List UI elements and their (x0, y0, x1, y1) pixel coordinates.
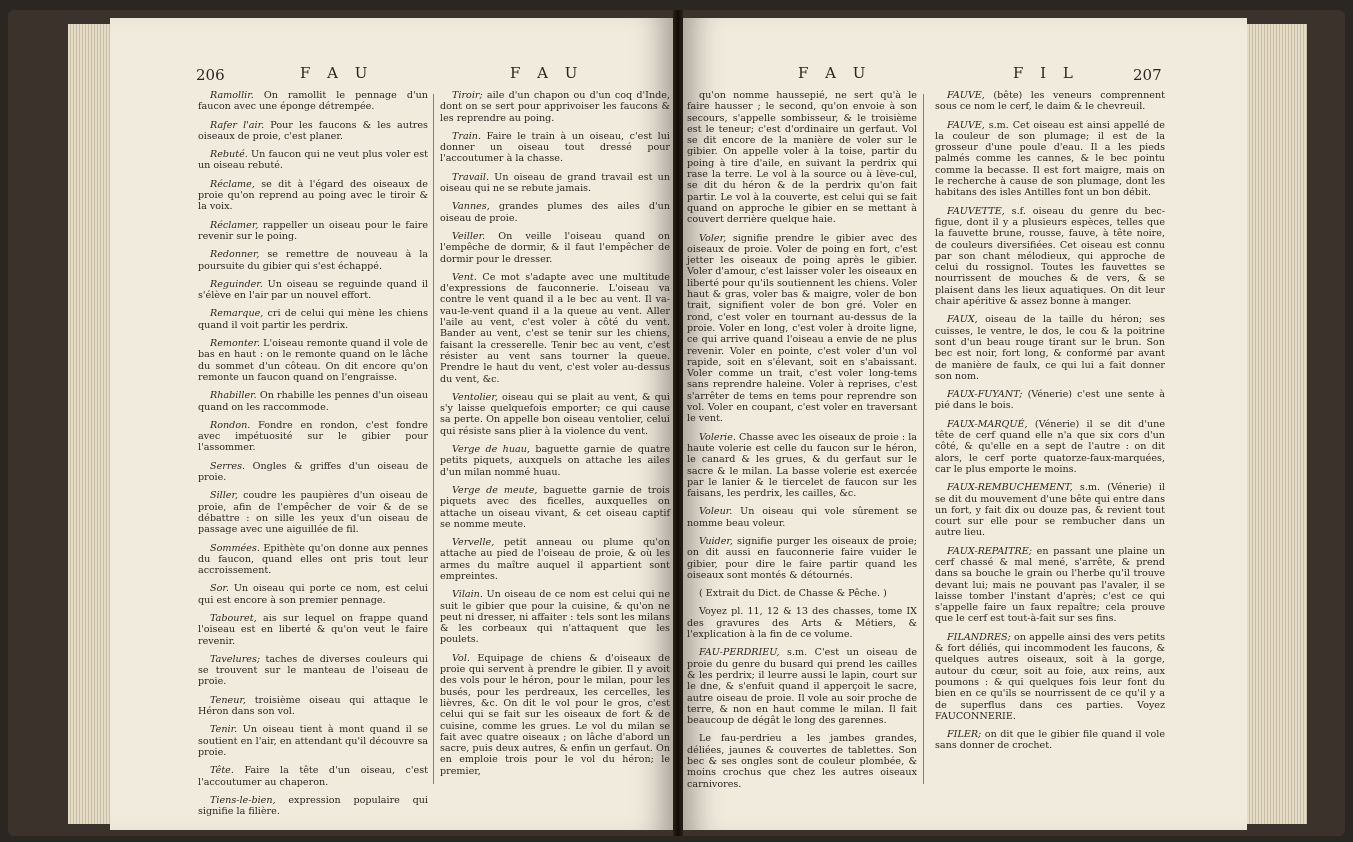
entry-term: Tabouret, (210, 612, 257, 624)
dictionary-entry (198, 390, 428, 413)
dictionary-entry (198, 420, 428, 454)
dictionary-entry (687, 536, 917, 581)
dictionary-entry (198, 613, 428, 647)
dictionary-entry (198, 583, 428, 606)
dictionary-entry (198, 461, 428, 484)
dictionary-entry (935, 482, 1165, 538)
entry-text: cri de celui qui mène les chiens quand il voit partir les perdrix. (198, 308, 428, 331)
entry-text: on appelle ainsi des vers petits & fort déliés, qui incommodent les faucons, & quelques autres oiseaux, soit à la gorge, autour du cœur, soit au foie, aux reins, aux poumons : & qui quelques fois leur font du bien en ce qu'ils se nourrissent de ce qu'il y a de superflus dans ces parties. Voyez FAUCONNERIE. (935, 631, 1165, 722)
entry-text: coudre les paupières d'un oiseau de proie, afin de l'empêcher de voir & de se débattre : on sille les yeux d'un oiseau de passage avec une aiguillée de fil. (198, 490, 428, 536)
running-head-right-col2: F I L (1013, 64, 1079, 82)
dictionary-entry (935, 419, 1165, 475)
dictionary-entry (687, 432, 917, 500)
entry-text: On ramollit le pennage d'un faucon avec une éponge détrempée. (198, 90, 428, 113)
entry-text: signifie prendre le gibier avec des oiseaux de proie. Voler de poing en fort, c'est jetter les oiseaux de poing après le gibier. Voler d'amour, c'est laisser voler les oiseaux en liberté pour qu'ils soutiennent les chiens. Voler haut & gras, voler bas & maigre, voler de bon trait, signifient voler de bon gré. Voler en rond, c'est voler en tournant au-dessus de la proie. Voler en long, c'est voler à droite ligne, ce qui arrive quand l'oiseau a envie de ne plus revenir. Voler en pointe, c'est voler d'un vol rapide, soit en s'élevant, soit en s'abaissant. Voler comme un trait, c'est voler long-tems sans reprendre haleine. Voler à reprises, c'est s'arrêter de tems en tems pour reprendre son vol. Voler en coupant, c'est voler en traversant le vent. (687, 232, 917, 425)
entry-text: troisième oiseau qui attaque le Héron dans son vol. (198, 694, 428, 718)
left-page-column-1 (198, 90, 428, 824)
entry-text: Un oiseau de ce nom est celui qui ne suit le gibier que pour la cuisine, & qu'on ne peut ni dresser, ni affaiter : tels sont les milans & les corbeaux qui n'attaquent que les poulets. (440, 589, 670, 646)
running-head-left-col2: F A U (510, 64, 584, 82)
page-number-right: 207 (1133, 66, 1162, 84)
entry-term: FAUX-MARQUÉ, (947, 418, 1028, 430)
entry-term: Verge de meute, (452, 484, 538, 496)
entry-term: Vannes, (452, 201, 490, 213)
entry-text: on dit que le gibier file quand il vole sans donner de crochet. (935, 729, 1165, 752)
entry-term: Rafer l'air. (210, 119, 265, 131)
dictionary-entry (935, 314, 1165, 382)
open-book (8, 10, 1345, 836)
dictionary-entry (198, 543, 428, 577)
entry-text: Un oiseau de grand travail est un oiseau qui ne se rebute jamais. (440, 171, 670, 195)
dictionary-entry (440, 272, 670, 385)
entry-term: Réclame, (210, 178, 255, 190)
entry-text: rappeller un oiseau pour le faire revenir sur le poing. (198, 219, 428, 242)
entry-term: Sor. (210, 583, 229, 595)
dictionary-entry (440, 392, 670, 437)
entry-text: On veille l'oiseau quand on l'empêche de dormir, & il faut l'empêcher de dormir pour le dresser. (440, 230, 670, 265)
entry-term: FAUVE, (947, 119, 985, 131)
entry-term: FILANDRES; (947, 631, 1011, 643)
entry-text: Epithète qu'on donne aux pennes du faucon, quand elles ont pris tout leur accroissement. (198, 542, 428, 577)
entry-term: Serres. (210, 460, 246, 472)
entry-text: ( Extrait du Dict. de Chasse & Pêche. ) (699, 588, 887, 600)
entry-text: Un oiseau se reguinde quand il s'élève en l'air par un nouvel effort. (198, 278, 428, 302)
dictionary-entry (687, 647, 917, 726)
dictionary-entry (198, 249, 428, 272)
entry-text: qu'on nomme haussepié, ne sert qu'à le faire hausser ; le second, qu'on envoie à son secours, s'appelle sombisseur, & le troisième est le teneur; c'est d'ordinaire un gerfaut. Vol se dit encore de la manière de voler sur le gibier. On appelle voler à la toise, partir du poing à tire d'aile, en suivant la perdrix qui rase la terre. Le vol à la source ou à lève-cul, se dit du héron & de la perdrix qu'on fait partir. Le vol à la couverte, est celui qui se fait quand on approche le gibier en se mettant à couvert derrière quelque haie. (687, 90, 917, 226)
entry-text: petit anneau ou plume qu'on attache au pied de l'oiseau de proie, & où les armes du maître auquel il appartient sont empreintes. (440, 537, 670, 582)
entry-text: ais sur lequel on frappe quand l'oiseau est en liberté & qu'on veut le faire revenir. (198, 612, 428, 647)
dictionary-entry (198, 308, 428, 331)
entry-term: Remonter. (210, 338, 261, 350)
entry-term: Ventolier, (452, 391, 498, 403)
dictionary-entry (198, 765, 428, 788)
entry-term: Vuider, (699, 535, 733, 547)
entry-text: Faire le train à un oiseau, c'est lui donner un oiseau tout dressé pour l'accoutumer à la chasse. (440, 130, 670, 165)
entry-term: Rebuté. (210, 149, 248, 161)
entry-term: FAUVETTE, (947, 205, 1005, 217)
dictionary-entry (440, 172, 670, 195)
entry-text: signifie purger les oiseaux de proie; on dit aussi en fauconnerie faire vuider le gibier, pour dire le faire partir quand les oiseaux sont montés & détournés. (687, 535, 917, 581)
entry-term: Veiller. (452, 230, 486, 242)
entry-term: Tiroir; (452, 90, 483, 101)
entry-term: FAUX-REMBUCHEMENT, (947, 482, 1073, 494)
dictionary-entry (198, 724, 428, 758)
dictionary-entry (935, 120, 1165, 199)
entry-term: Teneur, (210, 694, 246, 706)
entry-term: Tiens-le-bien, (210, 794, 276, 806)
entry-term: Vilain. (452, 589, 483, 601)
entry-text: se dit à l'égard des oiseaux de proie qu'on reprend au poing avec le tiroir & la voix. (198, 178, 428, 213)
entry-term: FAUX-REPAITRE; (947, 545, 1032, 557)
entry-term: Redonner, (210, 249, 260, 261)
entry-text: baguette garnie de trois piquets avec des ficelles, auxquelles on attache un oiseau vivant, & cet oiseau captif se nomme meute. (440, 484, 670, 530)
page-number-left: 206 (196, 66, 225, 84)
entry-term: Tenir. (210, 724, 238, 736)
entry-text: oiseau qui se plait au vent, & qui s'y laisse quelquefois emporter; ce qui cause sa perte. On appelle bon oiseau ventolier, celui qui résiste sans plier à la violence du vent. (440, 391, 670, 437)
entry-term: FAU-PERDRIEU, (699, 647, 780, 659)
entry-text: s.m. (Vénerie) il se dit du mouvement d'une bête qui entre dans un fort, y fait dix ou douze pas, & revient tout court sur elle pour se rembucher dans un autre lieu. (935, 482, 1165, 539)
entry-text: Fondre en rondon, c'est fondre avec impétuosité sur le gibier pour l'assommer. (198, 419, 428, 454)
entry-text: , oiseau de la taille du héron; ses cuisses, le ventre, le dos, le cou & la poitrine sont d'un beau rouge tirant sur le brun. Son bec est noir, fort long, & conformé par avant de manière de faulx, ce qui lui a fait donner son nom. (935, 314, 1165, 382)
entry-text: (Vénerie) il se dit d'une tête de cerf quand elle n'a que six cors d'un côté, & qu'elle en a sept de l'autre : on dit alors, le cerf porte quatorze-faux-marquées, car le plus emporte le moins. (935, 418, 1165, 475)
entry-term: FILER; (947, 729, 982, 741)
dictionary-entry (687, 606, 917, 640)
entry-text: expression populaire qui signifie la filière. (198, 794, 428, 818)
dictionary-entry (935, 546, 1165, 625)
right-page-column-2 (935, 90, 1165, 759)
entry-term: Rhabiller. (210, 390, 257, 402)
entry-term: Ramollir. (210, 90, 254, 101)
entry-term: Voleur. (699, 506, 733, 518)
entry-text: Un oiseau qui vole sûrement se nomme beau voleur. (687, 506, 917, 529)
dictionary-entry (198, 279, 428, 302)
entry-text: s.m. C'est un oiseau de proie du genre du busard qui prend les cailles & les perdrix; il leurre aussi le lapin, court sur le dne, & s'enfuit quand il apperçoit le sacre, autre oiseau de proie. Il vole au soir proche de terre, & non en haut comme le milan. Il fait beaucoup de dégât le long des garennes. (687, 647, 917, 727)
entry-term: FAUVE, (947, 90, 985, 101)
dictionary-entry (440, 231, 670, 265)
dictionary-entry (440, 589, 670, 645)
entry-text: Le fau-perdrieu a les jambes grandes, déliées, jaunes & couvertes de tablettes. Son bec & ses ongles sont de couleur plombée, & moins crochus que chez les autres oiseaux carnivores. (687, 733, 917, 790)
dictionary-entry (687, 506, 917, 529)
entry-text: aile d'un chapon ou d'un coq d'Inde, dont on se sert pour apprivoiser les faucons & les reprendre au poing. (440, 90, 670, 124)
entry-text: en passant une plaine un cerf chassé & mal mené, s'arrête, & prend dans sa bouche le grain ou l'herbe qu'il trouve devant lui; mais ne pouvant pas l'avaler, il se laisse tomber l'instant d'après; c'est ce qui s'appelle faire un faux repaître; cela prouve que le cerf est tout-à-fait sur ses fins. (935, 545, 1165, 625)
dictionary-entry (687, 588, 917, 599)
column-rule-left (433, 94, 434, 784)
page-edges-right (1247, 24, 1307, 824)
right-page-column-1 (687, 90, 917, 797)
dictionary-entry (198, 179, 428, 213)
entry-text: baguette garnie de quatre petits piquets, auxquels on attache les ailes d'un milan nommé huau. (440, 444, 670, 478)
dictionary-entry (935, 729, 1165, 752)
entry-text: Ce mot s'adapte avec une multitude d'expressions de fauconnerie. L'oiseau va contre le vent quand il a le bec au vent. Il va-vau-le-vent quand il a la queue au vent. Aller l'aile au vent, c'est voler à côté du vent. Bander au vent, c'est se tenir sur les chiens, faisant la cresserelle. Tenir bec au vent, c'est résister au vent sans tourner la queue. Prendre le haut du vent, c'est voler au-dessus du vent, &c. (440, 271, 670, 385)
dictionary-entry (440, 444, 670, 478)
left-page (110, 18, 673, 830)
dictionary-entry (440, 201, 670, 224)
entry-term: Tête. (210, 765, 234, 777)
entry-term: Volerie. (699, 431, 736, 443)
entry-term: Remarque, (210, 308, 264, 320)
dictionary-entry (687, 90, 917, 226)
dictionary-entry (198, 654, 428, 688)
entry-text: se remettre de nouveau à la poursuite du gibier qui s'est échappé. (198, 249, 428, 272)
dictionary-entry (687, 733, 917, 789)
dictionary-entry (440, 537, 670, 582)
dictionary-entry (198, 795, 428, 818)
dictionary-entry (198, 220, 428, 243)
entry-text: Ongles & griffes d'un oiseau de proie. (198, 460, 428, 484)
dictionary-entry (935, 632, 1165, 722)
entry-term: Vent. (452, 271, 477, 283)
dictionary-entry (935, 389, 1165, 412)
dictionary-entry (440, 90, 670, 124)
entry-term: Sommées. (210, 542, 260, 554)
entry-text: (bête) les veneurs comprennent sous ce nom le cerf, le daim & le chevreuil. (935, 90, 1165, 113)
entry-term: Verge de huau, (452, 444, 530, 456)
entry-text: Voyez pl. 11, 12 & 13 des chasses, tome IX des gravures des Arts & Métiers, & l'explication à la fin de ce volume. (687, 606, 917, 641)
dictionary-entry (935, 206, 1165, 308)
column-rule-right (923, 94, 924, 784)
dictionary-entry (440, 131, 670, 165)
entry-term: FAUX-FUYANT; (947, 389, 1023, 401)
entry-term: Réclamer, (210, 219, 259, 231)
left-page-column-2 (440, 90, 670, 784)
page-edges-left (68, 24, 112, 824)
entry-term: Siller, (210, 490, 239, 502)
dictionary-entry (440, 485, 670, 530)
entry-term: Train. (452, 130, 482, 142)
entry-term: Tavelures; (210, 653, 261, 665)
entry-text: (Vénerie) c'est une sente à pié dans le bois. (935, 389, 1165, 412)
dictionary-entry (198, 490, 428, 535)
entry-text: Un oiseau qui porte ce nom, est celui qui est encore à son premier pennage. (198, 583, 428, 606)
dictionary-entry (198, 120, 428, 143)
entry-term: Travail. (452, 171, 490, 183)
dictionary-entry (440, 653, 670, 777)
dictionary-entry (198, 338, 428, 383)
book-gutter (673, 10, 683, 836)
entry-text: Un oiseau tient à mont quand il se soutient en l'air, en attendant qu'il découvre sa proie. (198, 724, 428, 758)
entry-term: Voler, (699, 232, 727, 244)
right-page (683, 18, 1247, 830)
entry-term: Vervelle, (452, 537, 495, 549)
entry-text: s.m. Cet oiseau est ainsi appellé de la couleur de son plumage; il est de la grosseur d'une poule d'eau. Il a les pieds palmés comme les cannes, & le bec pointu comme la becasse. Il est fort maigre, mais on le recherche à cause de son plumage, dont les habitans des isles Antilles font un bon débit. (935, 119, 1165, 199)
entry-text: Faire la tête d'un oiseau, c'est l'accoutumer au chaperon. (198, 765, 428, 788)
running-head-right-col1: F A U (798, 64, 872, 82)
entry-term: FAUX (947, 314, 975, 326)
dictionary-entry (687, 233, 917, 425)
entry-text: s.f. oiseau du genre du bec-figue, dont il y a plusieurs espèces, telles que la fauvette brune, rousse, fauve, à tête noire, de couleurs diversifiées. Cet oiseau est connu par son chant mélodieux, qui approche de celui du rossignol. Toutes les fauvettes se nourrissent de mouches & de vers, & se plaisent dans les lieux aquatiques. On dit leur chair apéritive & assez bonne à manger. (935, 205, 1165, 308)
entry-text: On rhabille les pennes d'un oiseau quand on les raccommode. (198, 390, 428, 413)
entry-text: Un faucon qui ne veut plus voler est un oiseau rebuté. (198, 149, 428, 172)
entry-term: Vol. (452, 652, 470, 664)
dictionary-entry (198, 90, 428, 113)
dictionary-entry (198, 149, 428, 172)
entry-text: Equipage de chiens & d'oiseaux de proie qui servent à prendre le gibier. Il y avoit des vols pour le héron, pour le milan, pour les busés, pour les perdreaux, les cercelles, les lièvres, &c. On dit le vol pour le gros, c'est celui qui se fait sur les oiseaux de fort & de cuisine, comme les grues. Le vol du milan se fait avec quatre oiseaux ; on lâche d'abord un sacre, puis deux autres, & enfin un gerfaut. On en emploie trois pour le vol du héron; le premier, (440, 652, 670, 777)
dictionary-entry (198, 695, 428, 718)
entry-term: Reguinder. (210, 278, 263, 290)
entry-text: grandes plumes des ailes d'un oiseau de proie. (440, 201, 670, 224)
entry-text: taches de diverses couleurs qui se trouvent sur le manteau de l'oiseau de proie. (198, 653, 428, 688)
entry-text: L'oiseau remonte quand il vole de bas en haut : on le remonte quand on le lâche du sommet d'un côteau. On dit encore qu'on remonte un faucon quand on l'engraisse. (198, 338, 428, 383)
entry-text: Pour les faucons & les autres oiseaux de proie, c'est planer. (198, 119, 428, 142)
dictionary-entry (935, 90, 1165, 113)
entry-term: Rondon. (210, 419, 251, 431)
entry-text: Chasse avec les oiseaux de proie : la haute volerie est celle du faucon sur le héron, le canard & les grues, & du gerfaut sur le sacre & le milan. La basse volerie est exercée par le lanier & le tiercelet de faucon sur les faisans, les perdrix, les cailles, &c. (687, 431, 917, 500)
running-head-left-col1: F A U (300, 64, 374, 82)
